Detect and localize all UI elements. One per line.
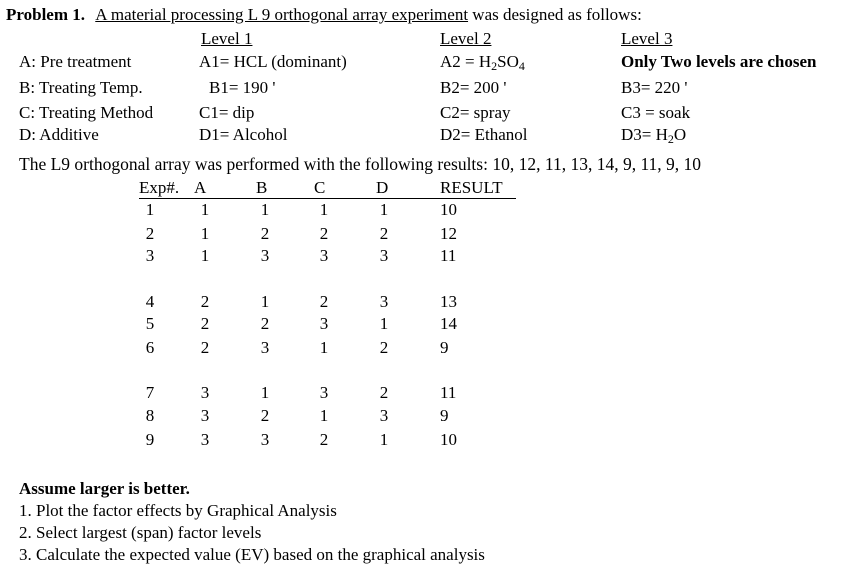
assumption: Assume larger is better.	[19, 479, 190, 498]
cell-b: 2	[260, 406, 270, 425]
cell-exp: 1	[145, 200, 155, 219]
cell-d: 2	[379, 338, 389, 357]
cell-exp: 7	[145, 383, 155, 402]
cell-exp: 6	[145, 338, 155, 357]
factor-a-level-1: A1= HCL (dominant)	[199, 52, 347, 71]
factor-c-level-2: C2= spray	[440, 103, 511, 122]
cell-b: 2	[260, 224, 270, 243]
factor-b-level-2: B2= 200 '	[440, 78, 507, 97]
cell-result: 9	[440, 406, 449, 425]
cell-c: 3	[319, 246, 329, 265]
cell-exp: 9	[145, 430, 155, 449]
cell-exp: 3	[145, 246, 155, 265]
cell-result: 10	[440, 200, 457, 219]
cell-c: 3	[319, 383, 329, 402]
cell-c: 1	[319, 406, 329, 425]
cell-d: 2	[379, 224, 389, 243]
factor-a-level-2: $A2 = H_2SO_4$	[440, 52, 525, 73]
factor-c-name: C: Treating Method	[19, 103, 154, 122]
header-exp: Exp#.	[139, 178, 180, 197]
cell-c: 2	[319, 430, 329, 449]
cell-d: 3	[379, 292, 389, 311]
factor-b-name: B: Treating Temp.	[19, 78, 143, 97]
factor-a-name: A: Pre treatment	[19, 52, 132, 71]
factor-b-level-3: B3= 220 '	[621, 78, 688, 97]
cell-c: 1	[319, 200, 329, 219]
cell-result: 12	[440, 224, 457, 243]
cell-a: 2	[200, 292, 210, 311]
cell-d: 2	[379, 383, 389, 402]
cell-a: 3	[200, 406, 210, 425]
cell-d: 3	[379, 406, 389, 425]
cell-c: 3	[319, 314, 329, 333]
cell-d: 1	[379, 430, 389, 449]
cell-result: 13	[440, 292, 457, 311]
cell-c: 2	[319, 292, 329, 311]
problem-label: Problem 1.	[6, 5, 86, 24]
cell-result: 11	[440, 383, 457, 402]
cell-b: 3	[260, 246, 270, 265]
cell-exp: 5	[145, 314, 155, 333]
cell-a: 1	[200, 200, 210, 219]
header-result: RESULT	[440, 178, 503, 197]
cell-a: 2	[200, 314, 210, 333]
cell-exp: 4	[145, 292, 155, 311]
cell-result: 14	[440, 314, 457, 333]
factor-c-level-3: C3 = soak	[621, 103, 691, 122]
header-b: B	[256, 178, 268, 197]
header-c: C	[314, 178, 326, 197]
header-d: D	[376, 178, 389, 197]
cell-a: 1	[200, 246, 210, 265]
cell-b: 1	[260, 383, 270, 402]
factor-b-level-1: B1= 190 '	[209, 78, 276, 97]
factor-d-level-2: D2= Ethanol	[440, 125, 528, 144]
cell-d: 1	[379, 314, 389, 333]
cell-result: 11	[440, 246, 457, 265]
task-3: 3. Calculate the expected value (EV) based on the graphical analysis	[19, 545, 485, 564]
problem-intro-underlined: A material processing L 9 orthogonal array experiment	[95, 5, 469, 24]
level-1-header: Level 1	[201, 29, 253, 48]
cell-a: 3	[200, 430, 210, 449]
cell-result: 9	[440, 338, 449, 357]
cell-a: 1	[200, 224, 210, 243]
level-3-header: Level 3	[621, 29, 673, 48]
cell-b: 3	[260, 338, 270, 357]
task-1: 1. Plot the factor effects by Graphical Analysis	[19, 501, 337, 520]
problem-intro-rest: was designed as follows:	[468, 5, 642, 24]
cell-a: 3	[200, 383, 210, 402]
header-a: A	[194, 178, 207, 197]
cell-c: 2	[319, 224, 329, 243]
problem-statement	[6, 6, 642, 23]
factor-a-level-3-note: Only Two levels are chosen	[621, 52, 817, 71]
task-2: 2. Select largest (span) factor levels	[19, 523, 262, 542]
factor-d-level-3: $D3= H_2O$	[621, 125, 687, 146]
table-header-row	[139, 179, 516, 199]
level-2-header: Level 2	[440, 29, 492, 48]
cell-a: 2	[200, 338, 210, 357]
cell-exp: 8	[145, 406, 155, 425]
cell-b: 2	[260, 314, 270, 333]
cell-b: 3	[260, 430, 270, 449]
factor-d-level-1: D1= Alcohol	[199, 125, 288, 144]
factor-c-level-1: C1= dip	[199, 103, 255, 122]
factor-d-name: D: Additive	[19, 125, 99, 144]
cell-result: 10	[440, 430, 457, 449]
cell-c: 1	[319, 338, 329, 357]
cell-b: 1	[260, 200, 270, 219]
results-sentence: The L9 orthogonal array was performed with the following results: 10, 12, 11, 13, 14, 9, 11, 9, 10	[19, 154, 702, 174]
cell-b: 1	[260, 292, 270, 311]
cell-d: 3	[379, 246, 389, 265]
cell-exp: 2	[145, 224, 155, 243]
cell-d: 1	[379, 200, 389, 219]
